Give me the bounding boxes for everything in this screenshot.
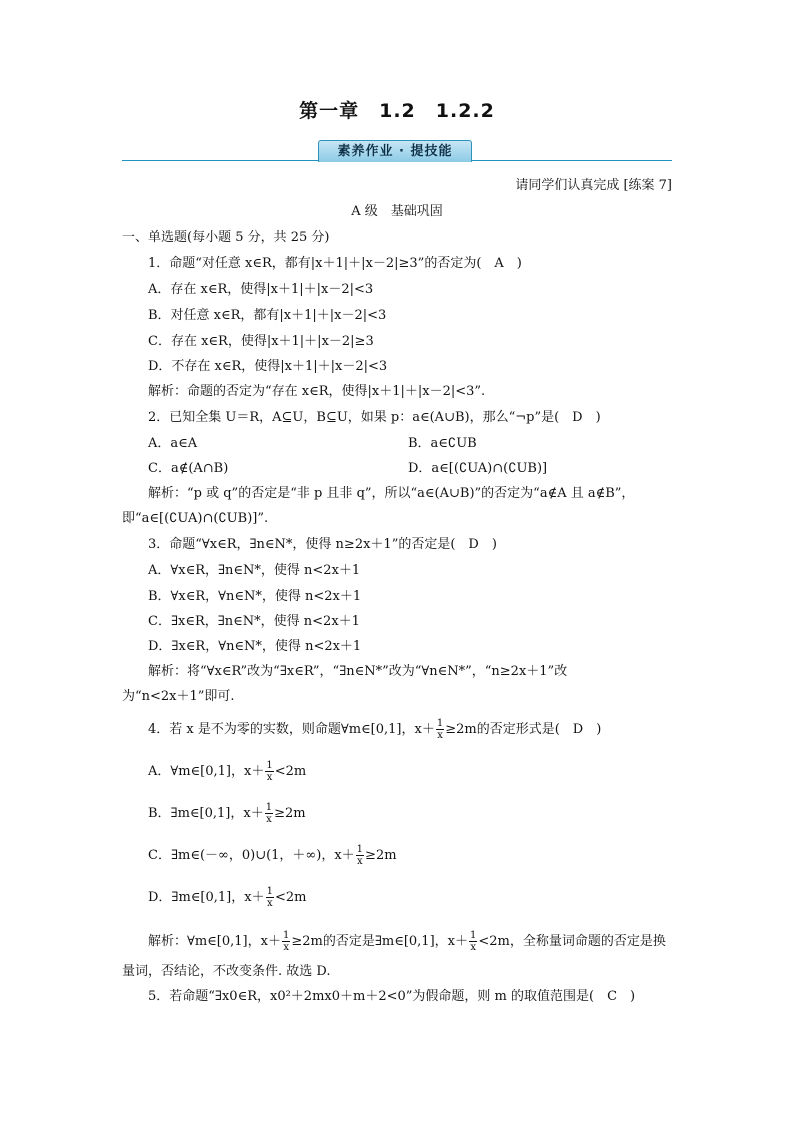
q2-solution-line-1: 解析：“p 或 q”的否定是“非 p 且非 q”，所以“a∈(A∪B)”的否定为“a∉A 且 a∉B”， [148,486,635,501]
fraction-one-over-x: $\frac{1}{x}$ [469,930,477,953]
fraction-one-over-x: $\frac{1}{x}$ [265,802,273,825]
q3-option-d: D．∃x∈R，∀n∈N*，使得 n<2x＋1 [148,639,362,654]
q1-option-b: B．对任意 x∈R，都有|x＋1|＋|x－2|<3 [148,308,387,323]
assignment-note: 请同学们认真完成 [练案 7] [515,178,672,193]
question-2: 2．已知全集 U＝R，A⊆U，B⊆U，如果 p：a∈(A∪B)，那么“¬p”是( D ) [148,410,601,425]
q1-option-d: D．不存在 x∈R，使得|x＋1|＋|x－2|<3 [148,359,388,374]
q3-option-a: A．∀x∈R，∃n∈N*，使得 n<2x＋1 [148,563,361,578]
fraction-one-over-x: $\frac{1}{x}$ [356,844,364,867]
q3-option-c: C．∃x∈R，∃n∈N*，使得 n<2x＋1 [148,614,360,629]
question-3: 3．命题“∀x∈R，∃n∈N*，使得 n≥2x＋1”的否定是( D ) [148,537,497,552]
page-title: 第一章 1.2 1.2.2 [299,100,495,122]
fraction-one-over-x: $\frac{1}{x}$ [282,930,290,953]
q4-option-a: A．∀m∈[0,1]，x＋ $\frac{1}{x}$ <2m [148,760,307,783]
question-4: 4．若 x 是不为零的实数，则命题∀m∈[0,1]，x＋ $\frac{1}{x}$ ≥2m的否定形式是( D ) [148,718,602,741]
q1-option-c: C．存在 x∈R，使得|x＋1|＋|x－2|≥3 [148,334,374,349]
question-1: 1．命题“对任意 x∈R，都有|x＋1|＋|x－2|≥3”的否定为( A ) [148,256,522,271]
q1-solution: 解析：命题的否定为“存在 x∈R，使得|x＋1|＋|x－2|<3”. [148,384,486,399]
q3-option-b: B．∀x∈R，∀n∈N*，使得 n<2x＋1 [148,589,362,604]
q2-option-c: C．a∉(A∩B) [148,461,229,476]
section-badge: 素养作业 · 提技能 [318,140,472,162]
q3-solution-line-2: 为“n<2x＋1”即可. [122,689,235,704]
q2-solution-line-2: 即“a∈[(∁UA)∩(∁UB)]”. [122,511,269,526]
q2-option-d: D．a∈[(∁UA)∩(∁UB)] [408,461,548,476]
q4-option-d: D．∃m∈[0,1]，x＋ $\frac{1}{x}$ <2m [148,886,307,909]
fraction-one-over-x: $\frac{1}{x}$ [266,760,273,783]
q4-solution-line-1: 解析：∀m∈[0,1]，x＋ $\frac{1}{x}$ ≥2m的否定是∃m∈[0,1]，x＋ $\frac{1}{x}$ <2m，全称量词命题的否定是换 [148,930,666,953]
level-heading: A 级 基础巩固 [351,204,443,219]
question-5: 5．若命题“∃x0∈R，x0²＋2mx0＋m＋2<0”为假命题，则 m 的取值范围是( C ) [148,989,636,1004]
fraction-one-over-x: $\frac{1}{x}$ [266,886,273,909]
q2-option-b: B．a∈∁UB [408,436,477,451]
q4-solution-line-2: 量词，否结论，不改变条件. 故选 D. [122,964,331,979]
q3-solution-line-1: 解析：将“∀x∈R”改为“∃x∈R”，“∃n∈N*”改为“∀n∈N*”，“n≥2x＋1”改 [148,664,568,679]
q2-option-a: A．a∈A [148,436,198,451]
fraction-one-over-x: $\frac{1}{x}$ [436,718,444,741]
q4-option-b: B．∃m∈[0,1]，x＋ $\frac{1}{x}$ ≥2m [148,802,306,825]
q4-option-c: C．∃m∈(－∞，0)∪(1，＋∞)，x＋ $\frac{1}{x}$ ≥2m [148,844,397,867]
q1-option-a: A．存在 x∈R，使得|x＋1|＋|x－2|<3 [148,282,374,297]
section-heading: 一、单选题(每小题 5 分，共 25 分) [122,230,330,245]
